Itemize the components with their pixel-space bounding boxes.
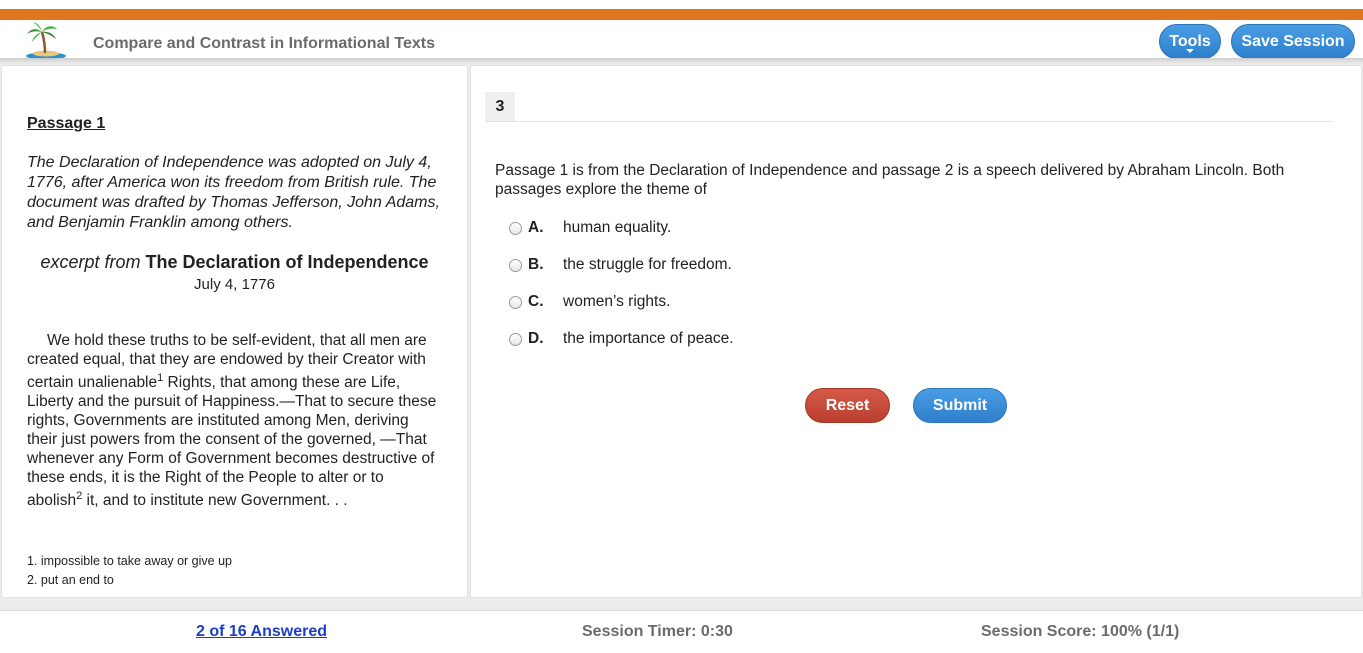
passage-body <box>27 331 442 510</box>
option-text: the importance of peace. <box>563 330 734 347</box>
option-letter: C. <box>528 293 544 310</box>
answer-option-d[interactable] <box>509 328 734 350</box>
status-footer <box>0 610 1363 653</box>
passage-intro: The Declaration of Independence was adopted on July 4, 1776, after America won its freedom from British rule. The document was drafted by Thomas Jefferson, John Adams, and Benjamin Franklin among others. <box>27 154 440 231</box>
footnote-mark-1: 1 <box>157 372 164 384</box>
header-shadow <box>0 58 1363 64</box>
app-title: Compare and Contrast in Informational Texts <box>93 35 435 52</box>
answer-option-b[interactable] <box>509 254 732 276</box>
excerpt-prefix: excerpt from <box>40 252 141 272</box>
session-score: Session Score: 100% (1/1) <box>981 623 1180 640</box>
option-letter: A. <box>528 219 544 236</box>
excerpt-title <box>27 252 442 273</box>
passage-panel <box>1 65 468 598</box>
chevron-down-icon <box>1186 49 1194 53</box>
footnotes <box>27 552 442 590</box>
question-panel <box>470 65 1362 598</box>
radio-button[interactable] <box>509 222 522 235</box>
footnote-item: 2. put an end to <box>27 573 114 587</box>
passage-heading: Passage 1 <box>27 115 106 132</box>
save-session-button[interactable]: Save Session <box>1231 24 1355 59</box>
submit-button[interactable]: Submit <box>913 388 1007 423</box>
answer-option-a[interactable] <box>509 217 671 239</box>
radio-button[interactable] <box>509 259 522 272</box>
reset-button[interactable]: Reset <box>805 388 890 423</box>
question-number-bar <box>485 92 1333 122</box>
palm-tree-logo-icon <box>24 21 68 61</box>
radio-button[interactable] <box>509 296 522 309</box>
passage-body-part-1: We hold these truths to be self-evident, that all men are created equal, that they are endowed by their Creator with certain unalienable <box>27 332 427 392</box>
question-text: Passage 1 is from the Declaration of Independence and passage 2 is a speech delivered by Abraham Lincoln. Both passages explore the theme of <box>495 162 1285 198</box>
tools-button-label: Tools <box>1169 32 1211 50</box>
session-timer: Session Timer: 0:30 <box>582 623 733 640</box>
answered-count-link[interactable]: 2 of 16 Answered <box>196 623 328 640</box>
tools-button[interactable] <box>1159 24 1221 59</box>
passage-body-part-3: it, and to institute new Government. . . <box>82 492 348 510</box>
excerpt-date: July 4, 1776 <box>194 276 275 293</box>
option-text: women’s rights. <box>563 293 671 310</box>
footnote-mark-2: 2 <box>76 490 83 503</box>
option-letter: B. <box>528 256 544 273</box>
question-number: 3 <box>485 92 515 121</box>
accent-stripe <box>0 9 1363 20</box>
header-bar <box>0 0 1363 58</box>
excerpt-document-title: The Declaration of Independence <box>145 252 429 272</box>
footnote-item: 1. impossible to take away or give up <box>27 554 232 568</box>
option-text: human equality. <box>563 219 672 236</box>
answer-option-c[interactable] <box>509 291 670 313</box>
radio-button[interactable] <box>509 333 522 346</box>
passage-body-part-2: Rights, that among these are Life, Liberty and the pursuit of Happiness.—That to secure these rights, Governments are instituted among Men, deriving their just powers from the consent of the governed, —That whenever any Form of Government becomes destructive of these ends, it is the Right of the People to alter or to abolish <box>27 374 437 510</box>
option-text: the struggle for freedom. <box>563 256 732 273</box>
option-letter: D. <box>528 330 544 347</box>
